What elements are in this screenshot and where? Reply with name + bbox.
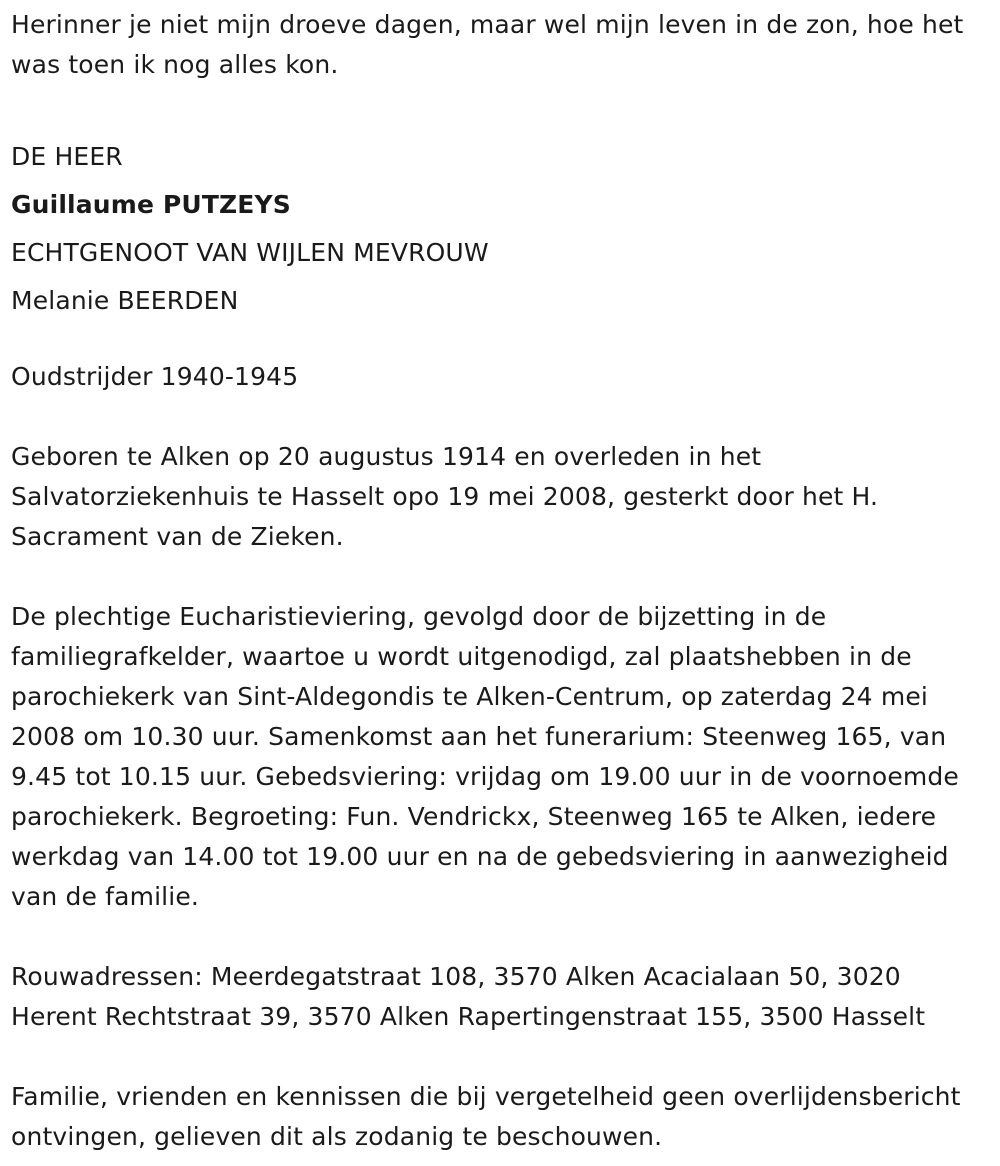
deceased-heading: [11, 133, 986, 325]
spacer: [11, 557, 986, 597]
obituary-notice: [11, 5, 986, 1157]
veteran-note: Oudstrijder 1940-1945: [11, 362, 299, 391]
spacer: [11, 85, 986, 125]
deceased-name: Guillaume PUTZEYS: [11, 190, 291, 219]
mourning-addresses: Rouwadressen: Meerdegatstraat 108, 3570 Alken Acacialaan 50, 3020 Herent Rechtstraat 39, 3570 Alken Rapertingenstraat 155, 3500 Hasselt: [11, 962, 926, 1031]
spacer: [11, 917, 986, 957]
title-line: DE HEER: [11, 142, 123, 171]
birth-death-paragraph: Geboren te Alken op 20 augustus 1914 en overleden in het Salvatorziekenhuis te Hasselt opo 19 mei 2008, gesterkt door het H. Sacrament van de Zieken.: [11, 442, 879, 551]
memorial-quote: Herinner je niet mijn droeve dagen, maar wel mijn leven in de zon, hoe het was toen ik nog alles kon.: [11, 10, 964, 79]
spacer: [11, 325, 986, 357]
spacer: [11, 397, 986, 437]
spouse-label: ECHTGENOOT VAN WIJLEN MEVROUW: [11, 238, 489, 267]
spacer: [11, 1037, 986, 1077]
spouse-name: Melanie BEERDEN: [11, 286, 239, 315]
ceremony-paragraph: De plechtige Eucharistieviering, gevolgd door de bijzetting in de familiegrafkelder, waartoe u wordt uitgenodigd, zal plaatshebben in de parochiekerk van Sint-Aldegondis te Alken-Centrum, op zaterdag 24 mei 2008 om 10.30 uur. Samenkomst aan het funerarium: Steenweg 165, van 9.45 tot 10.15 uur. Gebedsviering: vrijdag om 19.00 uur in de voornoemde parochiekerk. Begroeting: Fun. Vendrickx, Steenweg 165 te Alken, iedere werkdag van 14.00 tot 19.00 uur en na de gebedsviering in aanwezigheid van de familie.: [11, 602, 959, 911]
closing-paragraph: Familie, vrienden en kennissen die bij vergetelheid geen overlijdensbericht ontvingen, gelieven dit als zodanig te beschouwen.: [11, 1082, 961, 1151]
